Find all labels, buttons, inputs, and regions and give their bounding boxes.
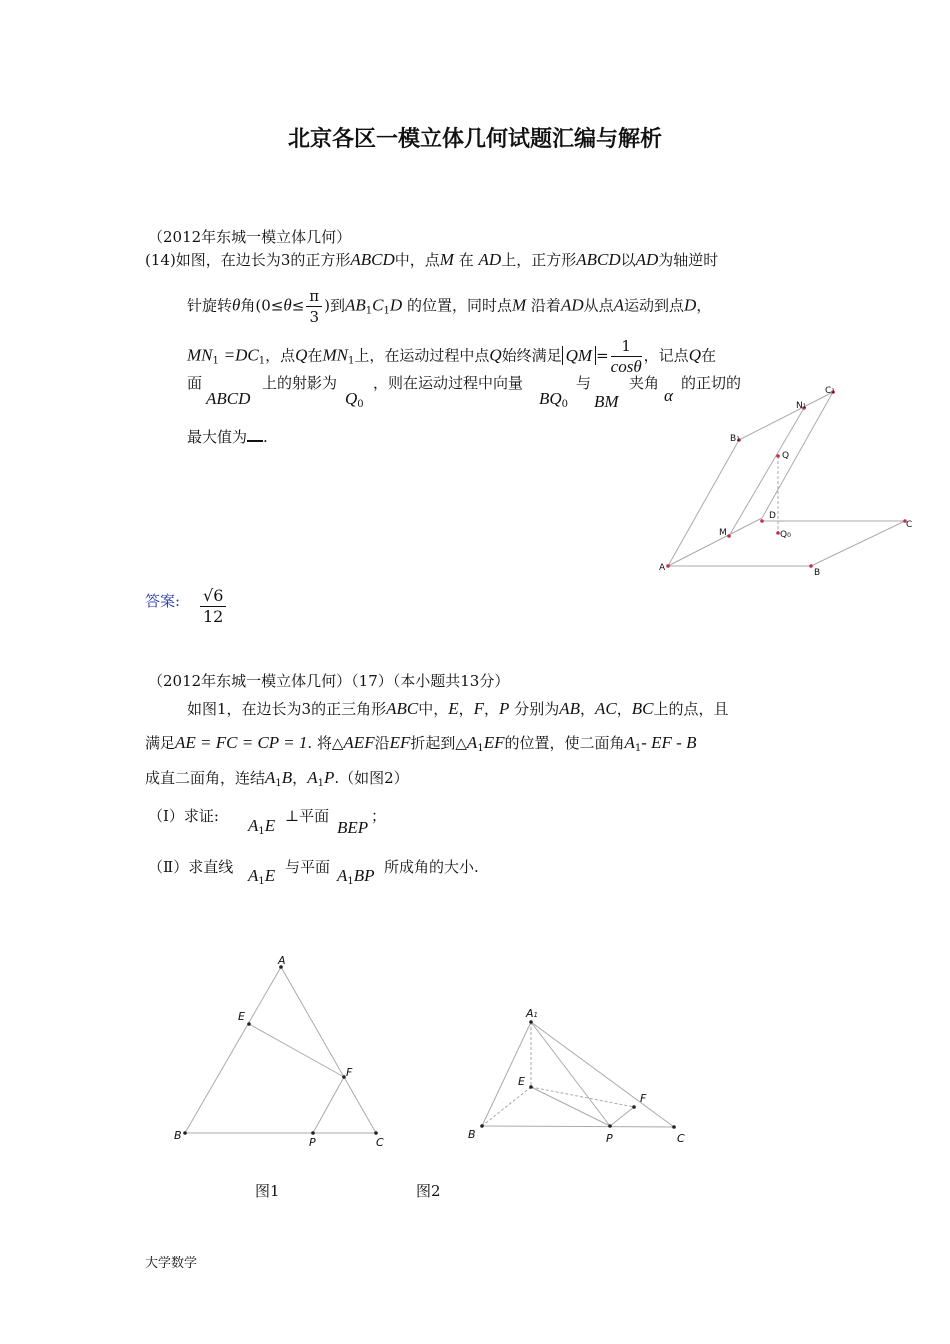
- label-b: B: [814, 568, 821, 578]
- edge-b1-c1: [739, 392, 833, 440]
- figure-1: [170, 950, 390, 1150]
- question-1-end: ；: [371, 807, 387, 825]
- label-c1: C1: [825, 386, 836, 396]
- figure-2: [460, 1000, 700, 1150]
- answer-blank: [247, 426, 263, 442]
- label-b1: B1: [730, 434, 741, 444]
- edge-a-d: [668, 518, 762, 566]
- edge-a-b: [185, 967, 281, 1133]
- plane-abcd: ABCD: [206, 389, 251, 408]
- problem-17-source: （2012年东城一模立体几何）（17）（本小题共13分）: [148, 672, 510, 690]
- answer-label: 答案:: [145, 592, 181, 610]
- segment-f-p: [313, 1077, 344, 1133]
- question-2: （Ⅱ）求直线: [148, 858, 234, 876]
- label-n1: N1: [796, 401, 807, 411]
- problem-14-line-5: 最大值为 .: [187, 428, 268, 446]
- answer-value: $\frac{√6}{12}$: [198, 586, 228, 627]
- edge-a1-p: [531, 1022, 610, 1126]
- label-a1: A1: [526, 1007, 538, 1020]
- label-e: E: [238, 1010, 245, 1023]
- problem-14-line-1: (14)如图，在边长为3的正方形ABCD中，点M 在 AD上，正方形ABCD以AD为轴逆时: [145, 250, 719, 269]
- problem-14-line-4e: 夹角: [629, 374, 660, 392]
- label-f: F: [640, 1092, 647, 1105]
- label-e: E: [518, 1075, 525, 1088]
- segment-m-n1: [729, 408, 804, 536]
- label-f: F: [346, 1066, 353, 1079]
- figure-rotated-square: [640, 384, 920, 580]
- edge-a-b1: [668, 440, 739, 566]
- edge-a1-c: [531, 1022, 674, 1127]
- segment-e-f: [249, 1024, 344, 1077]
- segment-f-p: [610, 1107, 634, 1126]
- line-a1e-2: $A_1E$: [248, 866, 276, 887]
- footer: 大学数学: [145, 1256, 198, 1271]
- label-q: Q: [782, 451, 790, 461]
- problem-14-line-4d: 与: [576, 374, 592, 392]
- question-1: （Ⅰ）求证:: [148, 807, 219, 825]
- line-a1e: $A_1E$: [248, 816, 276, 837]
- label-c: C: [906, 520, 913, 530]
- angle-alpha: α: [664, 386, 673, 405]
- problem-14-line-4: 面: [187, 374, 203, 392]
- label-c: C: [677, 1132, 685, 1145]
- vector-bq0: $BQ_0$: [539, 389, 569, 410]
- caption-figure-2: 图2: [416, 1182, 441, 1200]
- caption-figure-1: 图1: [255, 1182, 280, 1200]
- problem-14-line-3: $MN_1 =DC_1$，点Q在$MN_1$上，在运动过程中点Q始终满足 QM = $\frac{1}{\cos\theta}$ ，记点Q在: [187, 337, 716, 376]
- question-2-b: 与平面: [285, 858, 331, 876]
- question-2-c: 所成角的大小.: [384, 858, 479, 876]
- problem-14-line-4f: 的正切的: [681, 374, 742, 392]
- plane-bep: BEP: [337, 818, 369, 837]
- segment-e-b: [482, 1087, 531, 1126]
- problem-source: （2012年东城一模立体几何）: [148, 228, 352, 246]
- problem-17-line-2: 满足AE = FC = CP = 1. 将△AEF沿EF折起到$\triangle A_1EF$的位置，使二面角$A_1-$ EF - B: [145, 733, 697, 754]
- segment-e-p: [531, 1087, 610, 1126]
- page-title: 北京各区一模立体几何试题汇编与解析: [287, 127, 662, 152]
- problem-14-line-4b: 上的射影为: [262, 374, 338, 392]
- label-m: M: [719, 528, 727, 538]
- label-p: P: [606, 1132, 613, 1145]
- problem-14-line-2: 针旋转θ角(0≤θ≤ $\frac{\pi}{3}$ )到$AB_1C_1D$ 的位置，同时点M 沿着AD从点A运动到点D，: [187, 287, 712, 326]
- label-c: C: [376, 1136, 384, 1149]
- point-q0: $Q_0$: [345, 389, 364, 410]
- label-d: D: [769, 511, 776, 521]
- vector-bm: BM: [594, 392, 619, 411]
- label-a: A: [278, 954, 286, 967]
- edge-b-c: [482, 1126, 674, 1127]
- problem-17-line-1: 如图1，在边长为3的正三角形ABC中，E，F，P 分别为AB，AC，BC上的点，且: [187, 699, 729, 718]
- problem-17-line-3: 成直二面角，连结$A_1B$，$A_1P$.（如图2）: [145, 768, 409, 789]
- question-1-b: ⊥平面: [285, 807, 330, 825]
- edge-b-c: [811, 521, 905, 566]
- problem-14-line-4c: ，则在运动过程中向量: [373, 374, 524, 392]
- edge-a1-b: [482, 1022, 531, 1126]
- plane-a1bp: $A_1BP$: [337, 866, 375, 887]
- label-b: B: [468, 1128, 476, 1141]
- label-q0: Q0: [780, 530, 791, 540]
- label-b: B: [174, 1129, 182, 1142]
- label-a: A: [659, 563, 666, 573]
- label-p: P: [309, 1136, 316, 1149]
